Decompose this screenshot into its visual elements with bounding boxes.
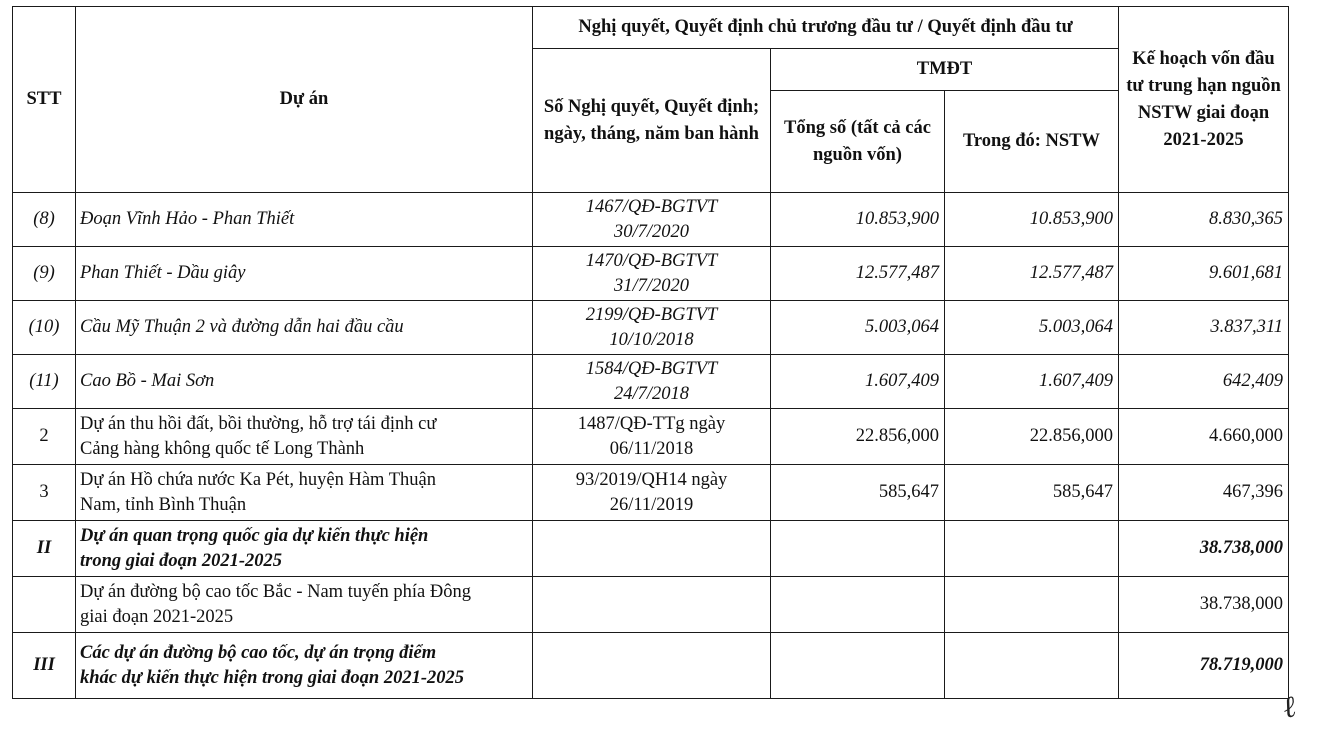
row-nstw: 22.856,000 — [945, 409, 1119, 465]
row-tong-so — [771, 633, 945, 699]
row-stt: (8) — [13, 193, 76, 247]
row-decision — [533, 577, 771, 633]
header-decision-group: Nghị quyết, Quyết định chủ trương đầu tư / Quyết định đầu tư — [533, 7, 1119, 49]
handwritten-initial: ℓ — [1279, 689, 1300, 726]
row-du-an: Dự án đường bộ cao tốc Bắc - Nam tuyến phía Đông giai đoạn 2021-2025 — [76, 577, 533, 633]
row-tong-so: 22.856,000 — [771, 409, 945, 465]
row-du-an: Dự án quan trọng quốc gia dự kiến thực hiện trong giai đoạn 2021-2025 — [76, 521, 533, 577]
row-ke-hoach: 38.738,000 — [1119, 521, 1289, 577]
row-tong-so: 12.577,487 — [771, 247, 945, 301]
table-row — [13, 193, 1289, 247]
row-decision: 2199/QĐ-BGTVT 10/10/2018 — [533, 301, 771, 355]
row-du-an: Phan Thiết - Dầu giây — [76, 247, 533, 301]
row-ke-hoach: 38.738,000 — [1119, 577, 1289, 633]
row-nstw — [945, 521, 1119, 577]
row-tong-so: 5.003,064 — [771, 301, 945, 355]
row-nstw — [945, 577, 1119, 633]
row-ke-hoach: 4.660,000 — [1119, 409, 1289, 465]
row-du-an: Dự án Hồ chứa nước Ka Pét, huyện Hàm Thuận Nam, tỉnh Bình Thuận — [76, 465, 533, 521]
row-nstw — [945, 633, 1119, 699]
row-du-an: Cao Bồ - Mai Sơn — [76, 355, 533, 409]
table-row — [13, 577, 1289, 633]
row-tong-so: 585,647 — [771, 465, 945, 521]
row-decision — [533, 633, 771, 699]
table-row — [13, 247, 1289, 301]
row-decision: 93/2019/QH14 ngày 26/11/2019 — [533, 465, 771, 521]
header-stt: STT — [13, 7, 76, 193]
row-nstw: 5.003,064 — [945, 301, 1119, 355]
row-ke-hoach: 467,396 — [1119, 465, 1289, 521]
row-nstw: 12.577,487 — [945, 247, 1119, 301]
row-du-an: Đoạn Vĩnh Hảo - Phan Thiết — [76, 193, 533, 247]
row-stt — [13, 577, 76, 633]
row-decision: 1467/QĐ-BGTVT 30/7/2020 — [533, 193, 771, 247]
row-ke-hoach: 8.830,365 — [1119, 193, 1289, 247]
header-so-quyet-dinh: Số Nghị quyết, Quyết định; ngày, tháng, năm ban hành — [533, 49, 771, 193]
table-row — [13, 633, 1289, 699]
row-decision — [533, 521, 771, 577]
row-du-an: Cầu Mỹ Thuận 2 và đường dẫn hai đầu cầu — [76, 301, 533, 355]
row-ke-hoach: 642,409 — [1119, 355, 1289, 409]
row-stt: (10) — [13, 301, 76, 355]
row-stt: (9) — [13, 247, 76, 301]
header-tong-so: Tổng số (tất cả các nguồn vốn) — [771, 91, 945, 193]
row-decision: 1584/QĐ-BGTVT 24/7/2018 — [533, 355, 771, 409]
row-stt: II — [13, 521, 76, 577]
investment-table — [12, 6, 1289, 699]
table-row — [13, 409, 1289, 465]
row-tong-so: 10.853,900 — [771, 193, 945, 247]
row-nstw: 585,647 — [945, 465, 1119, 521]
header-tmdt: TMĐT — [771, 49, 1119, 91]
row-decision: 1487/QĐ-TTg ngày 06/11/2018 — [533, 409, 771, 465]
row-ke-hoach: 78.719,000 — [1119, 633, 1289, 699]
row-stt: III — [13, 633, 76, 699]
row-tong-so — [771, 577, 945, 633]
row-tong-so — [771, 521, 945, 577]
row-stt: 3 — [13, 465, 76, 521]
table-row — [13, 301, 1289, 355]
table-row — [13, 465, 1289, 521]
row-decision: 1470/QĐ-BGTVT 31/7/2020 — [533, 247, 771, 301]
row-nstw: 1.607,409 — [945, 355, 1119, 409]
header-du-an: Dự án — [76, 7, 533, 193]
row-nstw: 10.853,900 — [945, 193, 1119, 247]
table-row — [13, 521, 1289, 577]
table-row — [13, 355, 1289, 409]
row-stt: (11) — [13, 355, 76, 409]
row-du-an: Các dự án đường bộ cao tốc, dự án trọng điểm khác dự kiến thực hiện trong giai đoạn 2021-2025 — [76, 633, 533, 699]
header-trong-do-nstw: Trong đó: NSTW — [945, 91, 1119, 193]
row-ke-hoach: 9.601,681 — [1119, 247, 1289, 301]
row-tong-so: 1.607,409 — [771, 355, 945, 409]
row-ke-hoach: 3.837,311 — [1119, 301, 1289, 355]
row-du-an: Dự án thu hồi đất, bồi thường, hỗ trợ tái định cư Cảng hàng không quốc tế Long Thành — [76, 409, 533, 465]
header-ke-hoach: Kế hoạch vốn đầu tư trung hạn nguồn NSTW giai đoạn 2021-2025 — [1119, 7, 1289, 193]
row-stt: 2 — [13, 409, 76, 465]
